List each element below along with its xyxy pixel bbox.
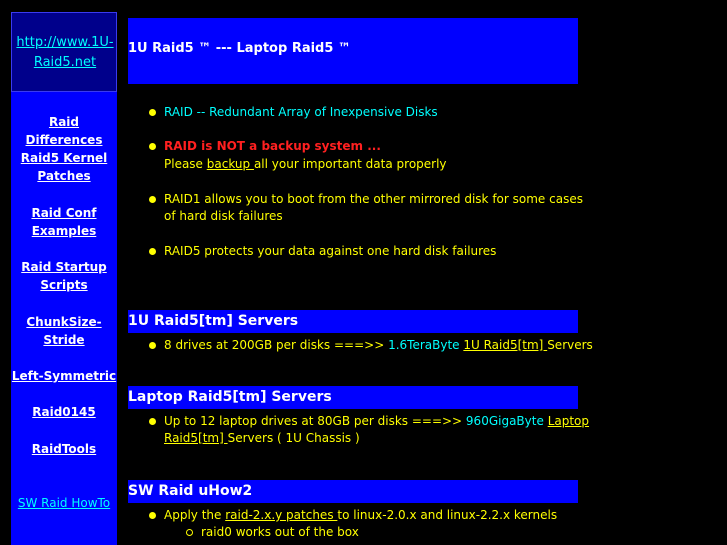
nav-link-sw-raid-howto[interactable] <box>11 494 117 512</box>
servers-1u-text-pre: 8 drives at 200GB per disks ===>> <box>164 338 389 352</box>
servers-laptop-text-post: Servers ( 1U Chassis ) <box>227 431 360 445</box>
intro-backup-note <box>164 155 447 173</box>
nav-link-label: Raid5 Kernel <box>20 151 108 165</box>
uhow2-text-post: to linux-2.0.x and linux-2.2.x kernels <box>337 508 558 522</box>
nav-link-raid-startup-scripts[interactable] <box>11 258 117 294</box>
servers-1u-link[interactable]: 1U Raid5[tm] <box>463 338 548 352</box>
intro-raid1-line1: RAID1 allows you to boot from the other mirrored disk for some cases <box>164 192 583 206</box>
nav-link-label: Left-Symmetric <box>11 369 117 383</box>
nav-link-raid-conf-examples[interactable] <box>11 204 117 240</box>
bullet-icon <box>149 196 156 203</box>
servers-1u-text-post: Servers <box>547 338 593 352</box>
bullet-icon <box>149 143 156 150</box>
nav-link-chunksize-stride[interactable] <box>11 313 117 349</box>
section-title: 1U Raid5[tm] Servers <box>128 313 299 329</box>
nav-link-label: RaidTools <box>31 442 97 456</box>
nav-link-label: Raid0145 <box>32 405 96 419</box>
servers-laptop-description-line2 <box>164 429 360 447</box>
servers-1u-capacity: 1.6TeraByte <box>388 338 460 352</box>
servers-1u-description <box>164 336 593 354</box>
servers-laptop-link-2[interactable]: Raid5[tm] <box>164 431 228 445</box>
bullet-icon <box>149 109 156 116</box>
intro-raid-definition: RAID -- Redundant Array of Inexpensive Disks <box>164 105 438 119</box>
intro-raid5-protection: RAID5 protects your data against one hard disk failures <box>164 244 497 258</box>
nav-link-label-2: Patches <box>37 169 91 183</box>
intro-raid1-line2: of hard disk failures <box>164 209 283 223</box>
section-1u-servers <box>128 310 578 333</box>
circle-bullet-icon <box>186 529 193 536</box>
section-laptop-servers <box>128 386 578 409</box>
bullet-icon <box>149 418 156 425</box>
uhow2-text-pre: Apply the <box>164 508 226 522</box>
bullet-icon <box>149 512 156 519</box>
nav-link-raid5-kernel-patches[interactable] <box>11 149 117 185</box>
section-title: SW Raid uHow2 <box>128 483 253 499</box>
intro-backup-warning: RAID is NOT a backup system ... <box>164 139 381 153</box>
nav-link-label: SW Raid HowTo <box>17 496 111 510</box>
backup-text-pre: Please <box>164 157 207 171</box>
backup-text-post: all your important data properly <box>253 157 447 171</box>
nav-link-label: Raid Startup <box>21 260 107 274</box>
nav-link-label-2: Scripts <box>40 278 88 292</box>
site-home-link[interactable] <box>12 33 118 73</box>
header-banner <box>128 18 578 84</box>
site-link-line1: http://www.1U- <box>16 35 114 50</box>
section-sw-raid-uhow2 <box>128 480 578 503</box>
nav-link-label-2: Stride <box>43 333 85 347</box>
raid-patches-link[interactable]: raid-2.x.y patches <box>225 508 338 522</box>
nav-link-raid-differences[interactable] <box>11 113 117 149</box>
site-link-line2: Raid5.net <box>33 55 97 70</box>
bullet-icon <box>149 342 156 349</box>
backup-link[interactable]: backup <box>206 157 254 171</box>
servers-laptop-capacity: 960GigaByte <box>465 414 544 428</box>
nav-link-label: Raid Differences <box>25 115 103 147</box>
page-title: 1U Raid5 ™ --- Laptop Raid5 ™ <box>128 41 351 56</box>
uhow2-apply-patches <box>164 506 557 524</box>
servers-laptop-description-line1 <box>164 412 589 430</box>
section-title: Laptop Raid5[tm] Servers <box>128 389 332 405</box>
nav-link-raidtools[interactable] <box>11 440 117 458</box>
nav-link-label-2: Examples <box>31 224 97 238</box>
sidebar-nav <box>11 12 117 545</box>
bullet-icon <box>149 248 156 255</box>
nav-link-label: Raid Conf <box>31 206 97 220</box>
uhow2-raid0-note: raid0 works out of the box <box>201 525 359 539</box>
site-link-box <box>11 12 117 92</box>
nav-link-raid0145[interactable] <box>11 403 117 421</box>
nav-link-left-symmetric[interactable] <box>11 367 117 385</box>
servers-laptop-link-1[interactable]: Laptop <box>547 414 590 428</box>
servers-laptop-text-pre: Up to 12 laptop drives at 80GB per disks ===>> <box>164 414 466 428</box>
nav-link-label: ChunkSize- <box>26 315 102 329</box>
